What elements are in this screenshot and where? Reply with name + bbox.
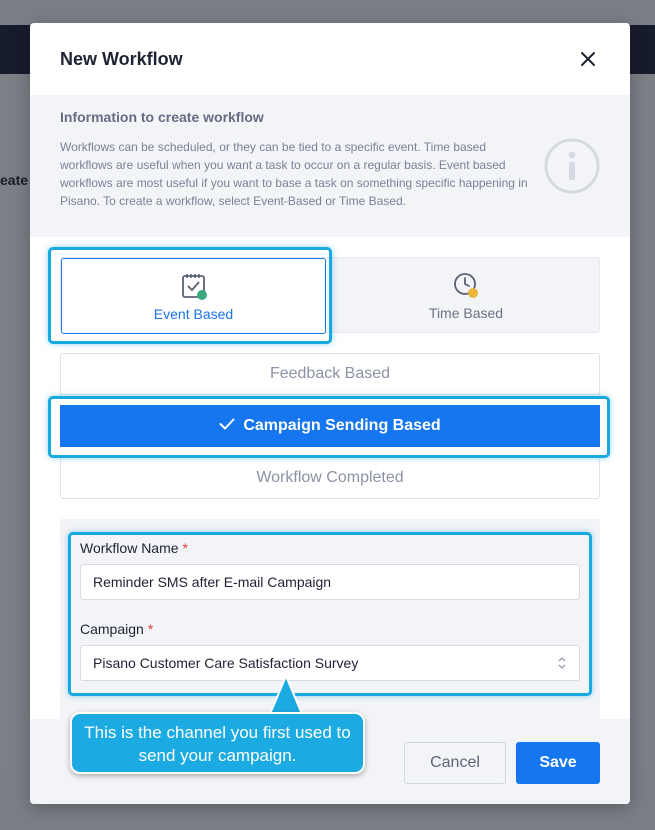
select-arrows-icon xyxy=(557,656,567,670)
workflow-name-input[interactable]: Reminder SMS after E-mail Campaign xyxy=(80,564,580,600)
option-feedback-based-label: Feedback Based xyxy=(269,365,391,382)
workflow-name-label-text: Workflow Name xyxy=(80,540,179,556)
campaign-select[interactable] xyxy=(80,645,580,681)
tab-event-based[interactable] xyxy=(61,258,326,334)
required-mark: * xyxy=(147,621,154,637)
workflow-type-tabs xyxy=(60,257,600,333)
info-panel xyxy=(30,95,630,237)
campaign-select-value: Pisano Customer Care Satisfaction Survey xyxy=(93,655,359,671)
option-campaign-sending-based[interactable] xyxy=(60,405,600,447)
close-button[interactable] xyxy=(576,47,600,71)
callout-tail xyxy=(266,674,306,716)
save-button[interactable]: Save xyxy=(516,742,600,784)
event-checklist-icon xyxy=(179,271,209,301)
modal-title: New Workflow xyxy=(60,49,183,69)
new-workflow-modal xyxy=(30,23,630,804)
campaign-label-text: Campaign xyxy=(80,621,144,637)
option-campaign-sending-based-label: Campaign Sending Based xyxy=(243,417,441,434)
workflow-form xyxy=(60,519,600,719)
close-icon xyxy=(576,47,600,71)
required-mark: * xyxy=(182,540,188,556)
campaign-label xyxy=(80,621,153,637)
info-text: Workflows can be scheduled, or they can be tied to a specific event. Time based workflows are useful when you want a task to occur on a regular basis. Event based workflows are most useful if you want to base a task on something specific happening in Pisano. To create a workflow, select Event-Based or Time Based. xyxy=(60,140,528,208)
modal-header xyxy=(30,23,630,95)
info-title: Information to create workflow xyxy=(60,109,264,125)
tutorial-callout: This is the channel you first used to send your campaign. xyxy=(70,712,365,774)
tab-event-based-label: Event Based xyxy=(153,306,234,322)
option-feedback-based[interactable] xyxy=(60,353,600,395)
tab-time-based[interactable] xyxy=(331,258,601,334)
info-icon xyxy=(543,137,601,195)
check-icon xyxy=(219,418,235,430)
workflow-name-label xyxy=(80,540,188,556)
clock-icon xyxy=(451,270,481,300)
cancel-button[interactable]: Cancel xyxy=(404,742,506,784)
tab-time-based-label: Time Based xyxy=(428,305,504,321)
background-partial-text: eate xyxy=(0,172,29,188)
option-workflow-completed-label: Workflow Completed xyxy=(256,469,404,486)
option-workflow-completed[interactable] xyxy=(60,457,600,499)
